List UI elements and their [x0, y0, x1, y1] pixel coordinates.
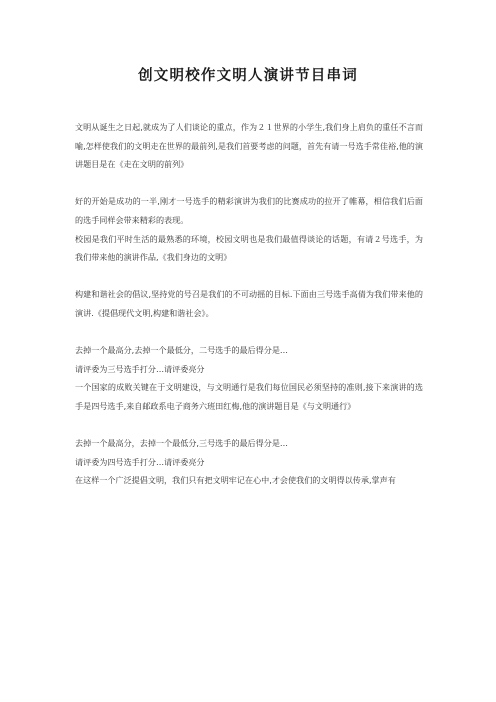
paragraph-score-3: 去掉一个最高分，去掉一个最低分,三号选手的最后得分是… [75, 438, 289, 449]
paragraph-closing: 在这样一个广泛提倡文明，我们只有把文明牢记在心中,才会使我们的文明得以传承,掌声有 [75, 475, 396, 486]
paragraph-judge-4: 请评委为四号选手打分…请评委亮分 [75, 456, 205, 467]
paragraph-judge-3: 请评委为三号选手打分…请评委亮分 [75, 363, 205, 374]
document-body [75, 118, 423, 490]
paragraph-transition-1: 好的开始是成功的一半,刚才一号选手的精彩演讲为我们的比赛成功的拉开了帷幕，相信我们后面的选手同样会带来精彩的表现。 [75, 196, 423, 225]
paragraph-gap [75, 267, 423, 286]
paragraph-score-2: 去掉一个最高分,去掉一个最低分，二号选手的最后得分是… [75, 345, 289, 356]
paragraph-gap [75, 174, 423, 193]
paragraph-contestant-4: 一个国家的成败关键在于文明建设，与文明通行是我们每位国民必须坚持的准则,接下来演讲的选手是四号选手,来自邮政系电子商务六班田红梅,他的演讲题目是《与文明通行》 [75, 382, 423, 411]
paragraph-contestant-3: 构建和谐社会的倡议,坚持党的号召是我们的不可动摇的目标.下面由三号选手高倩为我们带来他的演讲.《提倡现代文明,构建和谐社会》。 [75, 289, 423, 318]
document-title: 创文明校作文明人演讲节目串词 [138, 68, 358, 84]
paragraph-contestant-2: 校园是我们平时生活的最熟悉的环境，校园文明也是我们最值得谈论的话题，有请２号选手，为我们带来他的演讲作品,《我们身边的文明》 [75, 233, 423, 263]
paragraph-gap [75, 323, 423, 342]
paragraph-gap [75, 416, 423, 435]
paragraph-intro: 文明从诞生之日起,就成为了人们谈论的重点，作为２１世界的小学生,我们身上肩负的重任不言而喻,怎样使我们的文明走在世界的最前列,是我们首要考虑的问题，首先有请一号选手常佳裕,他的演讲题目是在《走在文明的前列》 [75, 122, 423, 170]
